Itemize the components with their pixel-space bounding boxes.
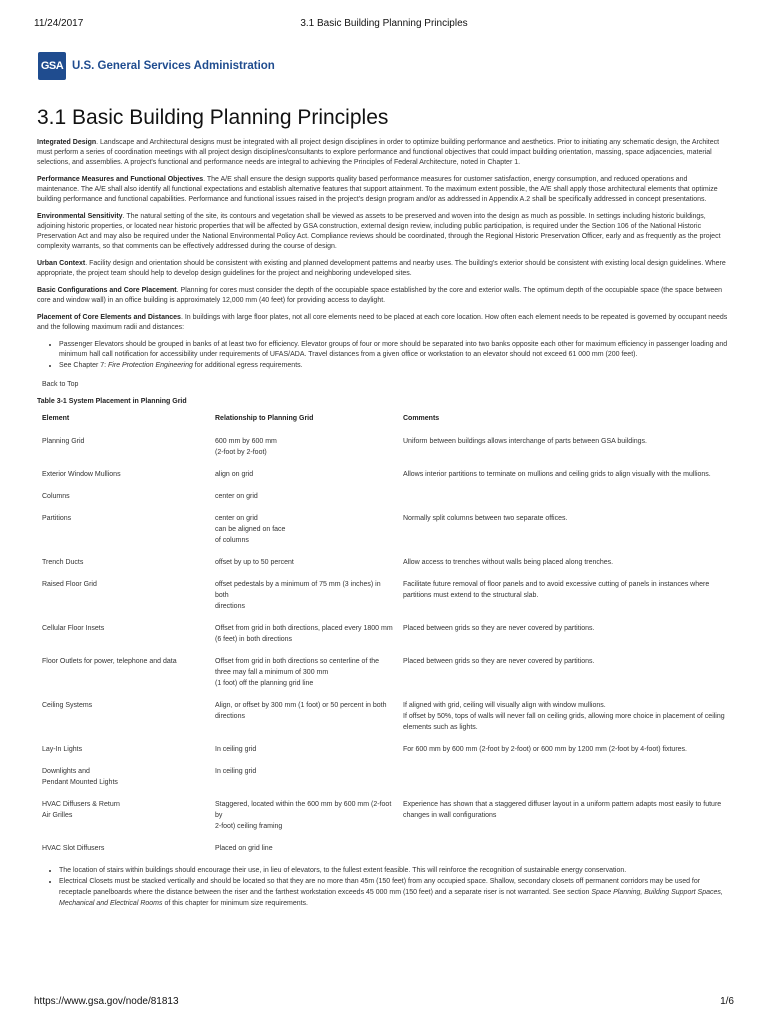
cell-relationship: offset pedestals by a minimum of 75 mm (3 inches) in both directions bbox=[215, 581, 381, 610]
table-row bbox=[37, 579, 731, 623]
paragraph bbox=[37, 175, 731, 205]
table-row bbox=[37, 513, 731, 557]
print-title: 3.1 Basic Building Planning Principles bbox=[300, 18, 468, 29]
print-header bbox=[34, 18, 734, 32]
cell-relationship: offset by up to 50 percent bbox=[215, 559, 294, 566]
table-row bbox=[37, 469, 731, 491]
table-header-row bbox=[37, 415, 731, 436]
list-item bbox=[59, 361, 731, 371]
cell-relationship: 600 mm by 600 mm (2-foot by 2-foot) bbox=[215, 438, 277, 456]
cell-comments bbox=[398, 843, 731, 865]
cell-comments: Placed between grids so they are never covered by partitions. bbox=[403, 625, 595, 632]
column-header-element: Element bbox=[42, 415, 70, 422]
list-item-pre: See Chapter 7: bbox=[59, 362, 109, 369]
paragraph-lead: Performance Measures and Functional Objectives bbox=[37, 176, 204, 183]
closing-list bbox=[59, 865, 731, 909]
table-row bbox=[37, 744, 731, 766]
cell-relationship: Offset from grid in both directions, placed every 1800 mm (6 feet) in both directions bbox=[215, 625, 393, 643]
cell-element: Planning Grid bbox=[42, 438, 85, 445]
column-header-relationship: Relationship to Planning Grid bbox=[215, 415, 314, 422]
list-item-post: for additional egress requirements. bbox=[192, 362, 303, 369]
cell-element: Partitions bbox=[42, 515, 72, 522]
table-row bbox=[37, 766, 731, 799]
paragraph bbox=[37, 313, 731, 333]
core-elements-list bbox=[59, 340, 731, 371]
paragraph-text: . Landscape and Architectural designs must be integrated with all project design disciplines in order to optimize building performance and aesthetics. Prior to initiating any schematic design, the Architect must perform a series of coordination meetings with all project design disciplines/consultants to explore performance and functional objectives that could impact building orientation, massing, space adjacencies, material selections, and assemblies. A project's functional and performance needs are integral to achieving the Principles of Federal Architecture, noted in Chapter 1. bbox=[37, 139, 720, 166]
paragraph-text: . In buildings with large floor plates, not all core elements need to be placed at each core location. How often each element needs to be repeated is governed by occupant needs and the following maximum radii and distances: bbox=[37, 314, 728, 331]
cell-element: Downlights and Pendant Mounted Lights bbox=[42, 768, 118, 786]
chapter-7-link[interactable]: Fire Protection Engineering bbox=[108, 362, 193, 369]
table-row bbox=[37, 623, 731, 656]
cell-comments: Facilitate future removal of floor panels and to avoid excessive cutting of panels in instances where partitions must extend to the structural slab. bbox=[403, 581, 710, 599]
cell-element: Cellular Floor Insets bbox=[42, 625, 105, 632]
paragraph-text: . Facility design and orientation should be consistent with existing and planned development patterns and nearby uses. The building's exterior should be consistent with existing local design guidelines. Where appropriate, the project team should help to develop design guidelines for the project and neighboring undeveloped sites. bbox=[37, 260, 726, 277]
cell-comments: Uniform between buildings allows interchange of parts between GSA buildings. bbox=[403, 438, 647, 445]
list-item bbox=[59, 876, 731, 909]
cell-comments: Allows interior partitions to terminate on mullions and ceiling grids to align visually with the mullions. bbox=[403, 471, 711, 478]
list-item: • The location of stairs within buildings should encourage their use, in lieu of elevators, to the fullest extent feasible. This will reinforce the recognition of sustainable energy conservation. bbox=[59, 865, 731, 876]
cell-comments: For 600 mm by 600 mm (2-foot by 2-foot) or 600 mm by 1200 mm (2-foot by 4-foot) fixtures. bbox=[403, 746, 687, 753]
cell-relationship: center on grid bbox=[215, 493, 258, 500]
column-header-comments: Comments bbox=[403, 415, 440, 422]
table-row bbox=[37, 491, 731, 513]
paragraph-lead: Urban Context bbox=[37, 260, 86, 267]
cell-element: Raised Floor Grid bbox=[42, 581, 97, 588]
cell-relationship: In ceiling grid bbox=[215, 768, 257, 775]
cell-relationship: Staggered, located within the 600 mm by 600 mm (2-foot by 2-foot) ceiling framing bbox=[215, 801, 392, 830]
page-title: 3.1 Basic Building Planning Principles bbox=[37, 106, 389, 129]
cell-element: HVAC Slot Diffusers bbox=[42, 845, 105, 852]
cell-element: Exterior Window Mullions bbox=[42, 471, 121, 478]
cell-comments bbox=[398, 766, 731, 799]
cell-relationship: Offset from grid in both directions so centerline of the three may fall a minimum of 300 mm (1 foot) off the planning grid line bbox=[215, 658, 380, 687]
cell-relationship: align on grid bbox=[215, 471, 254, 478]
cell-relationship: In ceiling grid bbox=[215, 746, 257, 753]
list-item: • Passenger Elevators should be grouped in banks of at least two for efficiency. Elevator groups of four or more should be separated into two banks opposite each other for maximum efficiency in passenger loading and minimum hall call notification for accessibility under requirements of UFAS/ADA. Travel distances from a given office or workstation to an elevator should not exceed 61 000 mm (200 feet). bbox=[59, 340, 731, 360]
table-caption: Table 3-1 System Placement in Planning Grid bbox=[37, 398, 187, 405]
paragraph-lead: Placement of Core Elements and Distances bbox=[37, 314, 181, 321]
page-number: 1/6 bbox=[720, 996, 734, 1007]
table-row bbox=[37, 799, 731, 843]
back-to-top-link[interactable]: Back to Top bbox=[42, 381, 79, 388]
paragraph bbox=[37, 212, 731, 252]
page-url: https://www.gsa.gov/node/81813 bbox=[34, 996, 179, 1007]
space-planning-link[interactable]: Space Planning, Building Support Spaces, Mechanical and Electrical Rooms bbox=[59, 889, 723, 907]
cell-element: Columns bbox=[42, 493, 70, 500]
cell-comments: Allow access to trenches without walls being placed along trenches. bbox=[403, 559, 614, 566]
paragraph bbox=[37, 259, 731, 279]
paragraph bbox=[37, 286, 731, 306]
table-row bbox=[37, 700, 731, 744]
cell-element: Trench Ducts bbox=[42, 559, 84, 566]
cell-element: Lay-In Lights bbox=[42, 746, 83, 753]
gsa-logo-mark: GSA bbox=[38, 52, 66, 80]
list-item-post: of this chapter for minimum size requirements. bbox=[162, 900, 308, 907]
cell-comments: Placed between grids so they are never covered by partitions. bbox=[403, 658, 595, 665]
paragraph-lead: Basic Configurations and Core Placement bbox=[37, 287, 177, 294]
main-content bbox=[37, 106, 731, 909]
cell-relationship: Placed on grid line bbox=[215, 845, 273, 852]
table-row bbox=[37, 656, 731, 700]
cell-relationship: center on grid can be aligned on face of columns bbox=[215, 515, 286, 544]
print-footer bbox=[34, 996, 734, 1010]
cell-comments bbox=[398, 491, 731, 513]
paragraph-text: . The natural setting of the site, its contours and vegetation shall be viewed as assets to be preserved and woven into the design as much as possible. In settings including historic buildings, adjoining historic properties, or located near historic properties that will be affected by GSA construction, external design review, including public participation, is required under the Section 106 of the National Historic Preservation Act and may also be required under the National Environmental Policy Act. Compliance reviews should be coordinated, through the Regional Historic Preservation Officer, early and as frequently as the project complexity warrants, so that comments can be effectively addressed during the course of design. bbox=[37, 213, 721, 250]
cell-element: HVAC Diffusers & Return Air Grilles bbox=[42, 801, 120, 819]
print-date: 11/24/2017 bbox=[34, 18, 84, 29]
table-row bbox=[37, 557, 731, 579]
paragraph-text: . The A/E shall ensure the design supports quality based performance measures for customer satisfaction, energy consumption, and reduced operations and maintenance. The A/E shall also identify all functional expectations and establish alternative features that support attainment. To the maximum extent possible, the A/E shall apply those architectural elements that optimize building performance and functional capabilities. Performance and functional issues raised in the project's design program and/or as addressed in Appendix A.2 shall be specifically addressed in concept presentations. bbox=[37, 176, 718, 203]
cell-comments: Experience has shown that a staggered diffuser layout in a uniform pattern adapts most easily to future changes in wall configurations bbox=[403, 801, 722, 819]
paragraph-lead: Integrated Design bbox=[37, 139, 97, 146]
list-item-pre: Electrical Closets must be stacked vertically and should be located so that they are no more than 45m (150 feet) from any occupied space. Shallow, secondary closets off permanent corridors may be used for receptacle panelboards where the distance between the riser and the farthest workstation exceeds 45 000 mm (150 feet) and a separate riser is not warranted. See section bbox=[59, 878, 701, 896]
paragraph bbox=[37, 138, 731, 168]
cell-element: Floor Outlets for power, telephone and data bbox=[42, 658, 177, 665]
cell-relationship: Align, or offset by 300 mm (1 foot) or 50 percent in both directions bbox=[215, 702, 387, 720]
system-placement-table bbox=[37, 415, 731, 865]
table-row bbox=[37, 436, 731, 469]
cell-comments: If aligned with grid, ceiling will visually align with window mullions. If offset by 50%, tops of walls will never fall on ceiling grids, allowing more choice in placement of ceiling elements such as lights. bbox=[403, 702, 725, 731]
table-row bbox=[37, 843, 731, 865]
cell-comments: Normally split columns between two separate offices. bbox=[403, 515, 568, 522]
gsa-logo[interactable] bbox=[38, 52, 275, 80]
paragraph-lead: Environmental Sensitivity bbox=[37, 213, 123, 220]
gsa-logo-text: U.S. General Services Administration bbox=[72, 60, 275, 72]
paragraph-text: . Planning for cores must consider the depth of the occupiable space established by the core and exterior walls. The optimum depth of the occupiable space (the space between core and window wall) in an office building is approximately 12,000 mm (40 feet) for providing access to daylight. bbox=[37, 287, 723, 304]
cell-element: Ceiling Systems bbox=[42, 702, 93, 709]
